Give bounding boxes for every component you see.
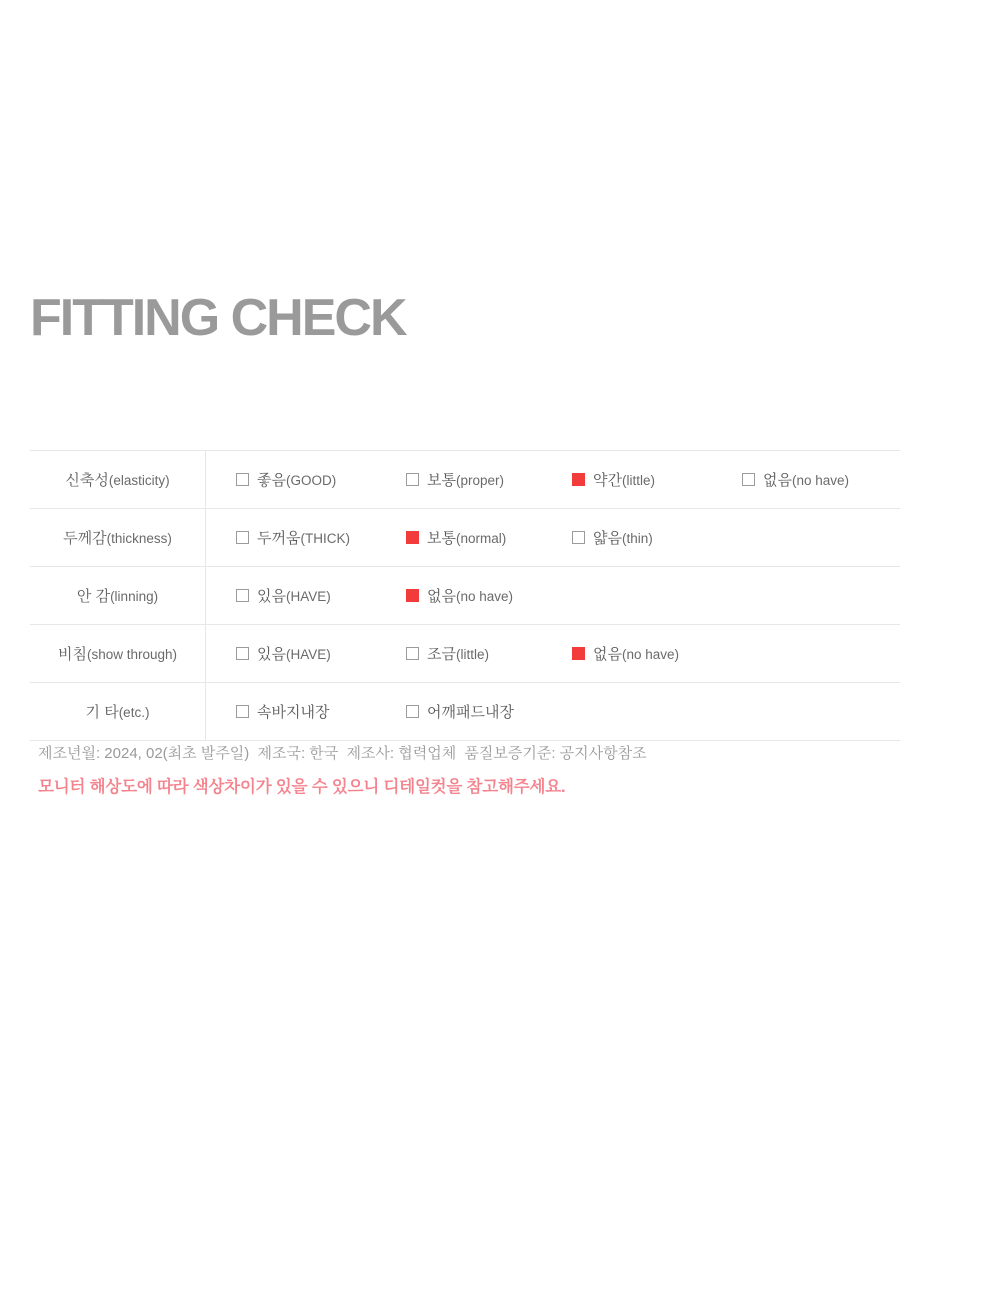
option-label-ko: 보통 (427, 530, 456, 547)
table-row (30, 509, 900, 567)
checkbox-checked-icon[interactable] (406, 531, 419, 544)
option-etc-innerpants[interactable] (236, 701, 388, 722)
row-label-elasticity (30, 451, 206, 509)
option-showthrough-nohave[interactable] (572, 643, 724, 664)
row-options-thickness (206, 509, 901, 567)
checkbox-off-icon[interactable] (236, 473, 249, 486)
option-label-ko: 어깨패드내장 (427, 704, 514, 721)
row-label-ko: 두께감 (63, 530, 107, 547)
option-label-ko: 보통 (427, 472, 456, 489)
option-label (257, 585, 331, 606)
table-row (30, 625, 900, 683)
option-label-ko: 속바지내장 (257, 704, 330, 721)
checkbox-off-icon[interactable] (236, 705, 249, 718)
row-label-ko: 비침 (57, 646, 87, 663)
option-group (236, 643, 900, 664)
option-label (427, 469, 504, 490)
option-label-en: (no have) (791, 473, 850, 488)
option-group (236, 527, 900, 548)
option-label (427, 643, 489, 664)
option-thickness-normal[interactable] (406, 527, 554, 548)
notes-section (38, 742, 938, 797)
option-thickness-thick[interactable] (236, 527, 388, 548)
option-label-en: (no have) (455, 589, 514, 604)
option-label-en: (no have) (621, 647, 680, 662)
table-row (30, 451, 900, 509)
option-label (257, 643, 331, 664)
row-label-thickness (30, 509, 206, 567)
option-label (257, 701, 329, 722)
option-etc-shoulderpad[interactable] (406, 701, 554, 722)
page-title: FITTING CHECK (30, 289, 406, 347)
option-label-ko: 없음 (427, 588, 456, 605)
table-row (30, 567, 900, 625)
option-label (763, 469, 849, 490)
option-label (593, 527, 653, 548)
option-label-en: (proper) (455, 473, 504, 488)
manufacture-info (38, 742, 938, 763)
option-label-ko: 없음 (593, 646, 622, 663)
option-linning-nohave[interactable] (406, 585, 554, 606)
option-label-ko: 두꺼움 (257, 530, 301, 547)
option-label-en: (HAVE) (285, 647, 331, 662)
checkbox-off-icon[interactable] (572, 531, 585, 544)
row-options-linning (206, 567, 901, 625)
option-label-ko: 좋음 (257, 472, 286, 489)
checkbox-off-icon[interactable] (406, 473, 419, 486)
checkbox-off-icon[interactable] (236, 589, 249, 602)
row-label-en: (etc.) (118, 705, 150, 720)
option-label-ko: 있음 (257, 646, 286, 663)
row-label-ko: 안 감 (76, 588, 111, 605)
color-difference-notice: 모니터 해상도에 따라 색상차이가 있을 수 있으니 디테일컷을 참고해주세요. (38, 778, 566, 796)
option-label-en: (thin) (621, 531, 653, 546)
option-thickness-thin[interactable] (572, 527, 724, 548)
option-label (427, 701, 514, 722)
checkbox-checked-icon[interactable] (406, 589, 419, 602)
option-label (593, 643, 679, 664)
option-elasticity-nohave[interactable] (742, 469, 882, 490)
option-label-ko: 있음 (257, 588, 286, 605)
row-label-en: (thickness) (106, 531, 172, 546)
checkbox-checked-icon[interactable] (572, 647, 585, 660)
option-group (236, 701, 900, 722)
option-showthrough-have[interactable] (236, 643, 388, 664)
option-elasticity-little[interactable] (572, 469, 724, 490)
checkbox-off-icon[interactable] (236, 647, 249, 660)
row-options-etc (206, 683, 901, 741)
row-label-etc (30, 683, 206, 741)
checkbox-off-icon[interactable] (406, 705, 419, 718)
option-label-ko: 얇음 (593, 530, 622, 547)
option-label (427, 585, 513, 606)
checkbox-checked-icon[interactable] (572, 473, 585, 486)
checkbox-off-icon[interactable] (406, 647, 419, 660)
row-options-showthrough (206, 625, 901, 683)
option-group (236, 469, 900, 490)
row-label-en: (linning) (110, 589, 159, 604)
option-label-ko: 없음 (763, 472, 792, 489)
option-label (427, 527, 506, 548)
option-elasticity-good[interactable] (236, 469, 388, 490)
row-label-linning (30, 567, 206, 625)
table-body (30, 451, 900, 741)
row-options-elasticity (206, 451, 901, 509)
option-label (257, 469, 336, 490)
row-label-showthrough (30, 625, 206, 683)
checkbox-off-icon[interactable] (742, 473, 755, 486)
option-label (593, 469, 655, 490)
manufacture-date: 제조년월: 2024, 02(최초 발주일) (38, 745, 250, 762)
fitting-check-table (30, 450, 900, 741)
option-label (257, 527, 350, 548)
option-label-en: (little) (455, 647, 489, 662)
option-linning-have[interactable] (236, 585, 388, 606)
checkbox-off-icon[interactable] (236, 531, 249, 544)
row-label-en: (elasticity) (108, 473, 170, 488)
option-group (236, 585, 900, 606)
row-label-ko: 신축성 (65, 472, 109, 489)
manufacture-country: 제조국: 한국 (257, 745, 339, 762)
option-label-en: (normal) (455, 531, 507, 546)
row-label-en: (show through) (86, 647, 178, 662)
option-label-ko: 약간 (593, 472, 622, 489)
option-label-en: (THICK) (300, 531, 350, 546)
quality-warranty: 품질보증기준: 공지사항참조 (464, 745, 647, 762)
table-row (30, 683, 900, 741)
option-elasticity-proper[interactable] (406, 469, 554, 490)
option-label-en: (GOOD) (285, 473, 337, 488)
option-showthrough-little[interactable] (406, 643, 554, 664)
option-label-en: (little) (621, 473, 655, 488)
option-label-ko: 조금 (427, 646, 456, 663)
option-label-en: (HAVE) (285, 589, 331, 604)
row-label-ko: 기 타 (85, 704, 119, 721)
manufacturer: 제조사: 협력업체 (346, 745, 457, 762)
